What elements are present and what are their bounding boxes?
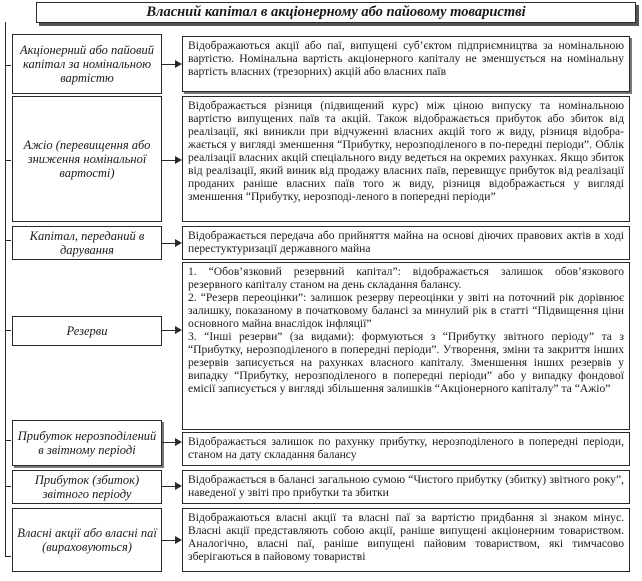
- label-period-profit: Прибуток (збиток) звітного періоду: [12, 470, 162, 504]
- desc-text: Відображається в балансі загальною сумою “Чистого прибутку (збитку) звітного року”, наведеної у звіті про прибутки та збитки: [188, 473, 624, 499]
- connector-arrow-line: [162, 442, 176, 443]
- desc-text: Відображаються акції або паї, випущені суб’єктом підприємництва за номінальною вартістю. Номінальна вартість акціонерного капіталу не зменшується на номінальну вартість власних (трезорних) акцій або власних паїв: [188, 39, 624, 78]
- connector-branch: [5, 330, 11, 331]
- label-reserves: Резерви: [12, 316, 162, 346]
- label-donated-capital: Капітал, переданий в дарування: [12, 226, 162, 260]
- desc-share-capital: [182, 36, 630, 92]
- label-treasury-shares: Власні акції або власні паї (вираховуються): [12, 508, 162, 572]
- desc-donated-capital: [182, 226, 630, 260]
- arrow-icon: [175, 536, 182, 544]
- connector-branch: [5, 65, 11, 66]
- arrow-icon: [175, 239, 182, 247]
- desc-period-profit: [182, 470, 630, 504]
- connector-arrow-line: [162, 540, 176, 541]
- connector-arrow-line: [162, 64, 176, 65]
- connector-branch: [5, 240, 11, 241]
- arrow-icon: [175, 438, 182, 446]
- desc-text: Відображаються власні акції та власні паї за вартістю придбання зі знаком мінус. Власні акції представляють собою акції, раніше випущені акціонерним товариством. Аналогічно, власні паї, раніше випущені пайовим товариством, які тимчасово зберігаються в пайовому товаристві: [188, 511, 624, 563]
- desc-text: 1. “Обов’язковий резервний капітал”: відображається залишок обов’язкового резервного капіталу станом на день складання балансу.: [188, 265, 624, 291]
- connector-trunk: [5, 22, 6, 556]
- desc-reserves: [182, 262, 630, 430]
- desc-treasury-shares: [182, 508, 630, 572]
- desc-text: 3. “Інші резерви” (за видами): формуються з “Прибутку звітного періоду” та з “Прибутку, нерозподіленого в попередні періоди”. Утворення, зміни та закриття інших резервів записується на рахунках власного капіталу. Зменшення інших резервів у випадку “Прибутку, нерозподіленого в попередні періоди” або у випадку фондової емісії записується у вигляді збільшення залишків “Акціонерного капіталу” та “Ажіо”: [188, 330, 624, 395]
- label-share-capital: Акціонерний або пайовий капітал за номінальною вартістю: [12, 34, 162, 94]
- diagram-title: Власний капітал в акціонерному або пайовому товаристві: [36, 2, 636, 23]
- connector-arrow-line: [162, 160, 176, 161]
- connector-branch: [5, 160, 11, 161]
- connector-branch: [5, 486, 11, 487]
- label-retained-earnings: Прибуток нерозподілений в звітному періоді: [12, 420, 162, 466]
- desc-agio: [182, 96, 630, 222]
- connector-arrow-line: [162, 243, 176, 244]
- arrow-icon: [175, 326, 182, 334]
- desc-text: Відображається різниця (підвищений курс) між ціною випуску та номінальною вартістю випущених паїв та акцій. Також відображається прибуток або збиток від реалізації, які виникли при відчуженні власних акцій того ж виду, різниця відобра-жається у вигляді зменшення “Прибутку, нерозподіленого в по-передні періоди”. Облік реалізації власних акцій спеціального виду ведеться на окремих рахунках. Якщо збиток від реалізації, який виник від продажу власних паїв, перевищує прибуток від реалізації проданих раніше власних паїв того ж виду, різниця відображається у вигляді зменшення “Прибутку, нерозподі-леного в попередні періоди”: [188, 99, 624, 203]
- arrow-icon: [175, 60, 182, 68]
- connector-arrow-line: [162, 330, 176, 331]
- connector-branch: [5, 440, 11, 441]
- label-agio: Ажіо (перевищення або зниження номінальної вартості): [12, 96, 162, 222]
- connector-branch: [5, 556, 11, 557]
- connector-arrow-line: [162, 486, 176, 487]
- desc-text: Відображається передача або прийняття майна на основі діючих правових актів в ході перестуктуризації державного майна: [188, 229, 624, 255]
- arrow-icon: [175, 156, 182, 164]
- desc-text: 2. “Резерв переоцінки”: залишок резерву переоцінки у звіті на поточний рік дорівнює залишку, показаному в початковому балансі за минулий рік в статті “Підвищення ціни основного майна внаслідок інфляції”: [188, 291, 624, 330]
- desc-text: Відображається залишок по рахунку прибутку, нерозподіленого в попередні періоди, станом на дату складання балансу: [188, 435, 624, 461]
- arrow-icon: [175, 482, 182, 490]
- desc-retained-earnings: [182, 432, 630, 466]
